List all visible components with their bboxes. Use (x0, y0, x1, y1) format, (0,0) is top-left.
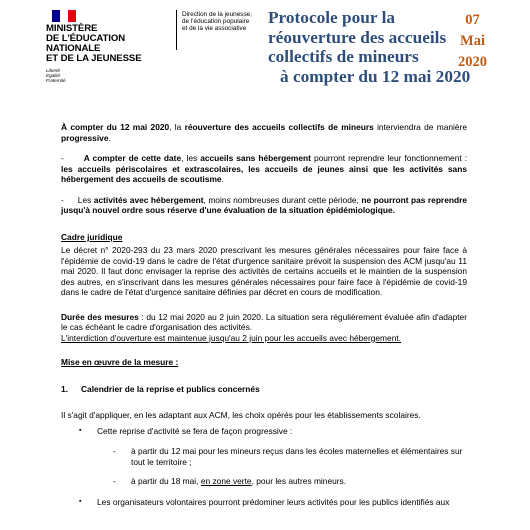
dash-paragraph-avec-hebergement: - Les activités avec hébergement, moins nombreuses durant cette période, ne pourront pas reprendre jusqu'à nouvel ordre sous réserve d'une évaluation de la situation épidémiologique. (61, 194, 468, 215)
document-title: Protocole pour la réouverture des accueils collectifs de mineurs à compter du 12 mai 2020 (268, 8, 471, 86)
mise-en-oeuvre-heading: Mise en œuvre de la mesure : (61, 357, 179, 367)
document-date: 07 Mai 2020 (458, 12, 487, 70)
intro-paragraph: À compter du 12 mai 2020, la réouverture des accueils collectifs de mineurs interviendra de manière progressive. (61, 122, 467, 143)
republic-motto: Liberté Égalité Fraternité (46, 68, 66, 83)
flag-blue-stripe (52, 10, 60, 22)
flag-white-stripe (60, 10, 68, 22)
dash-paragraph-sans-hebergement: - A compter de cette date, les accueils sans hébergement pourront reprendre leur fonctionnement : les accueils périscolaires et extrascolaires, les accueils de jeunes ainsi que les activités sans hébergement des accueils de scoutisme. (61, 153, 468, 184)
interdiction-paragraph: L'interdiction d'ouverture est maintenue jusqu'au 2 juin pour les accueils avec hébergement. (61, 332, 402, 343)
document-body (61, 122, 467, 507)
section-1-heading: 1. Calendrier de la reprise et publics concernés (61, 383, 260, 394)
square-bullet-icon: ▪ (79, 497, 82, 505)
flag-red-stripe (68, 10, 76, 22)
direction-name: Direction de la jeunesse, de l'éducation populaire et de la vie associative (182, 11, 252, 33)
sub-list-item: - à partir du 18 mai, en zone verte, pour les autres mineurs. (113, 476, 347, 486)
square-bullet-icon: ▪ (79, 426, 82, 434)
sub-list-item: - à partir du 12 mai pour les mineurs reçus dans les écoles maternelles et élémentaires sur tout le territoire ; (113, 446, 463, 467)
ministry-name: MINISTÈRE DE L'ÉDUCATION NATIONALE ET DE LA JEUNESSE (46, 23, 142, 64)
bullet-item: ▪ Les organisateurs volontaires pourront prédominer leurs activités pour les publics identifiés aux (79, 496, 450, 507)
republic-flag-logo (52, 10, 76, 22)
header-divider (176, 10, 177, 50)
apply-paragraph: Il s'agit d'appliquer, en les adaptant aux ACM, les choix opérés pour les établissements scolaires. (61, 410, 421, 420)
bullet-item: ▪ Cette reprise d'activité se fera de façon progressive : (79, 425, 293, 436)
cadre-paragraph: Le décret n° 2020-293 du 23 mars 2020 prescrivant les mesures générales nécessaires pour faire face à l'épidémie de covid-19 dans le cadre de l'état d'urgence sanitaire prévoit la suspension des ACM jusqu'au 11 mai 2020. Il faut donc envisager la reprise des activités de certains accueils et le maintien de la suspension des autres, en s'inscrivant dans les mesures générales nécessaires pour faire face à l'épidémie de covid-19 dans le cadre de l'état d'urgence sanitaire définies par décret en cours de modification. (61, 245, 467, 297)
duree-paragraph: Durée des mesures : du 12 mai 2020 au 2 juin 2020. La situation sera régulièrement évaluée afin d'adapter le cas échéant le cadre d'organisation des activités. (61, 311, 467, 332)
cadre-heading: Cadre juridique (61, 231, 123, 242)
